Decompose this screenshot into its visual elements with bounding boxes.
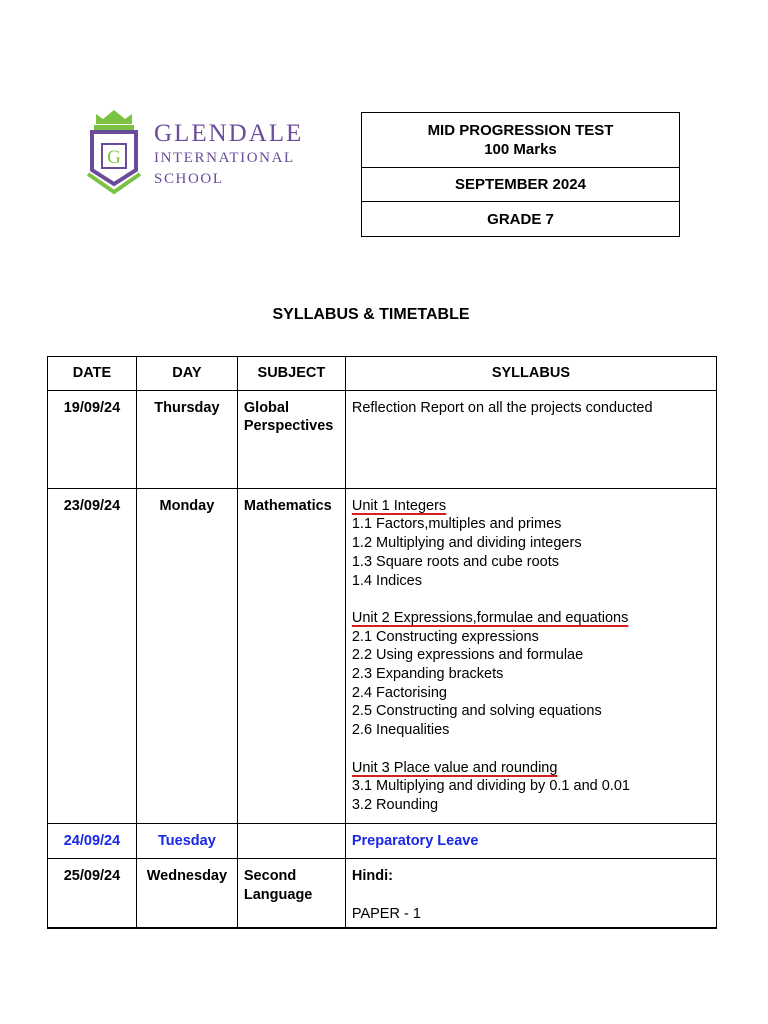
topic-item: 1.4 Indices (351, 572, 422, 589)
exam-info-box (361, 112, 680, 237)
exam-grade-cell (362, 202, 679, 236)
syllabus-item: PAPER - 1 (351, 905, 421, 922)
row-day: Tuesday (136, 823, 237, 859)
topic-item: 3.1 Multiplying and dividing by 0.1 and 0.01 (351, 778, 630, 795)
topic-item: 2.6 Inequalities (351, 722, 450, 739)
header-subject: SUBJECT (237, 357, 345, 391)
row-subject: Global Perspectives (237, 390, 345, 488)
unit-1-title: Unit 1 Integers (351, 497, 447, 514)
row-day: Thursday (136, 390, 237, 488)
topic-item: 2.3 Expanding brackets (351, 666, 504, 683)
school-name-line2: INTERNATIONAL (154, 150, 295, 166)
table-row (48, 390, 717, 488)
topic-item: 1.3 Square roots and cube roots (351, 553, 560, 570)
header-syllabus: SYLLABUS (345, 357, 716, 391)
exam-title: MID PROGRESSION TEST (427, 122, 614, 139)
table-row (48, 488, 717, 823)
row-subject (237, 823, 345, 859)
row-subject: Mathematics (237, 488, 345, 823)
section-title: SYLLABUS & TIMETABLE (272, 306, 470, 323)
row-date: 24/09/24 (48, 823, 137, 859)
row-syllabus (345, 859, 716, 929)
row-day: Wednesday (136, 859, 237, 929)
row-date: 19/09/24 (48, 390, 137, 488)
topic-item: 1.2 Multiplying and dividing integers (351, 535, 582, 552)
table-header-row (48, 357, 717, 391)
row-syllabus (345, 488, 716, 823)
timetable (47, 356, 717, 929)
exam-month-cell (362, 168, 679, 202)
row-syllabus: Preparatory Leave (345, 823, 716, 859)
row-syllabus: Reflection Report on all the projects conducted (345, 390, 716, 488)
syllabus-heading: Hindi: (351, 868, 393, 885)
exam-marks: 100 Marks (484, 141, 557, 158)
row-day: Monday (136, 488, 237, 823)
header-day: DAY (136, 357, 237, 391)
school-name (154, 120, 303, 190)
topic-item: 2.5 Constructing and solving equations (351, 703, 602, 720)
school-name-line3: SCHOOL (154, 171, 224, 187)
header-date: DATE (48, 357, 137, 391)
school-logo (86, 108, 306, 200)
topic-item: 2.1 Constructing expressions (351, 628, 539, 645)
crest-icon (86, 108, 142, 200)
table-row (48, 823, 717, 859)
unit-3-title: Unit 3 Place value and rounding (351, 759, 558, 776)
topic-item: 3.2 Rounding (351, 796, 439, 813)
row-subject: Second Language (237, 859, 345, 929)
exam-month: SEPTEMBER 2024 (455, 176, 586, 193)
table-row (48, 859, 717, 929)
topic-item: 2.2 Using expressions and formulae (351, 647, 584, 664)
school-name-line1: GLENDALE (154, 120, 304, 147)
row-date: 23/09/24 (48, 488, 137, 823)
unit-2-title: Unit 2 Expressions,formulae and equations (351, 609, 629, 626)
exam-title-cell (362, 113, 679, 168)
exam-grade: GRADE 7 (487, 210, 554, 228)
svg-text:G: G (107, 147, 121, 168)
topic-item: 1.1 Factors,multiples and primes (351, 516, 562, 533)
topic-item: 2.4 Factorising (351, 684, 447, 701)
row-date: 25/09/24 (48, 859, 137, 929)
